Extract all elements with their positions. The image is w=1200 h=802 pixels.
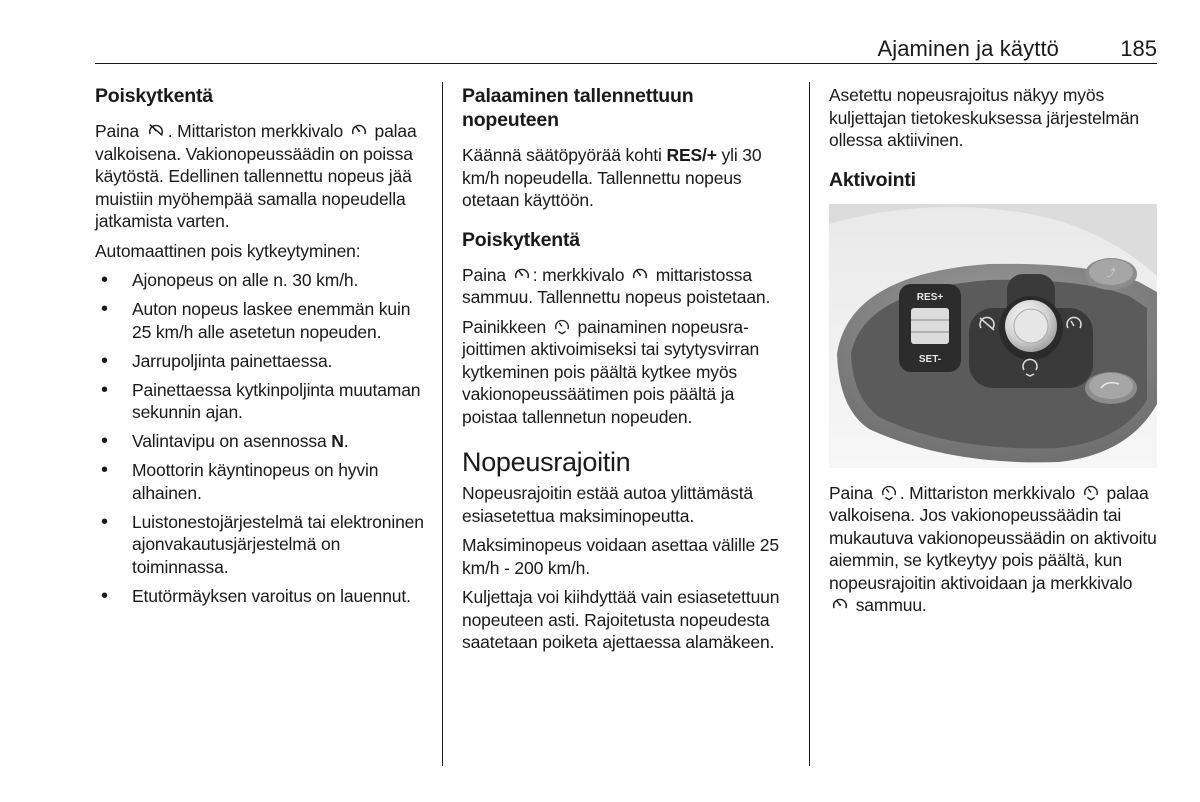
column-right (829, 84, 1159, 624)
paragraph: Automaattinen pois kytkeytyminen: (95, 240, 361, 261)
section-heading-poiskytkenta: Poiskytkentä (95, 85, 213, 107)
paragraph: Paina : merkkivalo mittaristossa sammuu. Tallennettu nopeus poistetaan. (462, 264, 771, 307)
page-number: 185 (1120, 36, 1157, 61)
page-header (95, 36, 1157, 64)
list-item: • Moottorin käyntinopeus on hyvin alhainen. (95, 459, 430, 504)
list-item: • Ajonopeus on alle n. 30 km/h. (95, 269, 430, 292)
steering-wheel-controls-figure (829, 204, 1157, 468)
column-middle (462, 84, 792, 661)
res-plus-label: RES+ (916, 291, 944, 303)
paragraph: Käännä säätöpyörää kohti RES/+ yli 30 km/h nopeudella. Tallennettu nopeus otetaan käyttöön. (462, 145, 762, 210)
steering-wheel-illustration (829, 204, 1157, 468)
column-divider (809, 82, 810, 766)
paragraph: Painikkeen painaminen nopeusrajoittimen aktivoimiseksi tai sytytysvirran kytkeminen pois päältä kytkee myös vakionopeussäätimen pois päältä ja poistaa tallennetun nopeuden. (462, 316, 760, 427)
cruise-control-icon (831, 595, 849, 613)
speed-limiter-icon (880, 483, 898, 501)
paragraph: Nopeusrajoitin estää autoa ylittämästä esiasetettua maksiminopeutta. (462, 483, 753, 526)
bullet-list (95, 269, 430, 607)
set-minus-label: SET- (918, 353, 942, 365)
list-item: • Auton nopeus laskee enemmän kuin 25 km/h alle asetetun nopeuden. (95, 298, 430, 343)
list-item: • Jarrupoljinta painettaessa. (95, 350, 430, 373)
column-left (95, 84, 430, 614)
paragraph: Paina . Mittariston merkkivalo palaa valkoisena. Jos vakionopeussäädin tai mukautuva vakionopeussäädin on aktivoitu aiemmin, se kytkeytyy pois päältä, kun nopeusrajoitin aktivoidaan ja merkkivalo sammuu. (829, 482, 1157, 615)
svg-text:⤴: ⤴ (1106, 267, 1116, 278)
column-divider (442, 82, 443, 766)
list-item: • Painettaessa kytkinpoljinta muutaman sekunnin ajan. (95, 379, 430, 424)
cruise-control-icon (513, 265, 531, 283)
cruise-control-icon (631, 265, 649, 283)
section-heading-aktivointi: Aktivointi (829, 168, 916, 191)
speed-limiter-icon (1082, 483, 1100, 501)
paragraph: Kuljettaja voi kiihdyttää vain esiasetettuun nopeuteen asti. Rajoitetusta nopeudesta saatetaan poiketa ajettaessa alamäkeen. (462, 587, 780, 652)
cruise-cancel-icon (146, 121, 166, 139)
section-heading-palaaminen: Palaaminen tallennettuun nopeuteen (462, 85, 694, 131)
list-item: • Valintavipu on asennossa N. (95, 430, 430, 453)
chapter-title: Ajaminen ja käyttö (877, 36, 1059, 61)
paragraph: Asetettu nopeusrajoitus näkyy myös kuljettajan tietokeskuksessa järjestelmän ollessa aktiivinen. (829, 85, 1139, 150)
paragraph: Paina . Mittariston merkkivalo palaa valkoisena. Vakionopeussäädin on poissa käytöstä. Edellinen tallennettu nopeus jää muistiin myöhempää samalla nopeudella jatkamista varten. (95, 121, 417, 231)
section-heading-nopeusrajoitin: Nopeusrajoitin (462, 447, 631, 477)
list-item: • Luistonestojärjestelmä tai elektroninen ajonvakautusjärjestelmä on toiminnassa. (95, 511, 430, 579)
section-heading-poiskytkenta: Poiskytkentä (462, 228, 580, 251)
list-item: • Etutörmäyksen varoitus on lauennut. (95, 585, 430, 608)
paragraph: Maksiminopeus voidaan asettaa välille 25 km/h - 200 km/h. (462, 535, 779, 578)
cruise-control-icon (350, 121, 368, 139)
speed-limiter-icon (553, 317, 571, 335)
